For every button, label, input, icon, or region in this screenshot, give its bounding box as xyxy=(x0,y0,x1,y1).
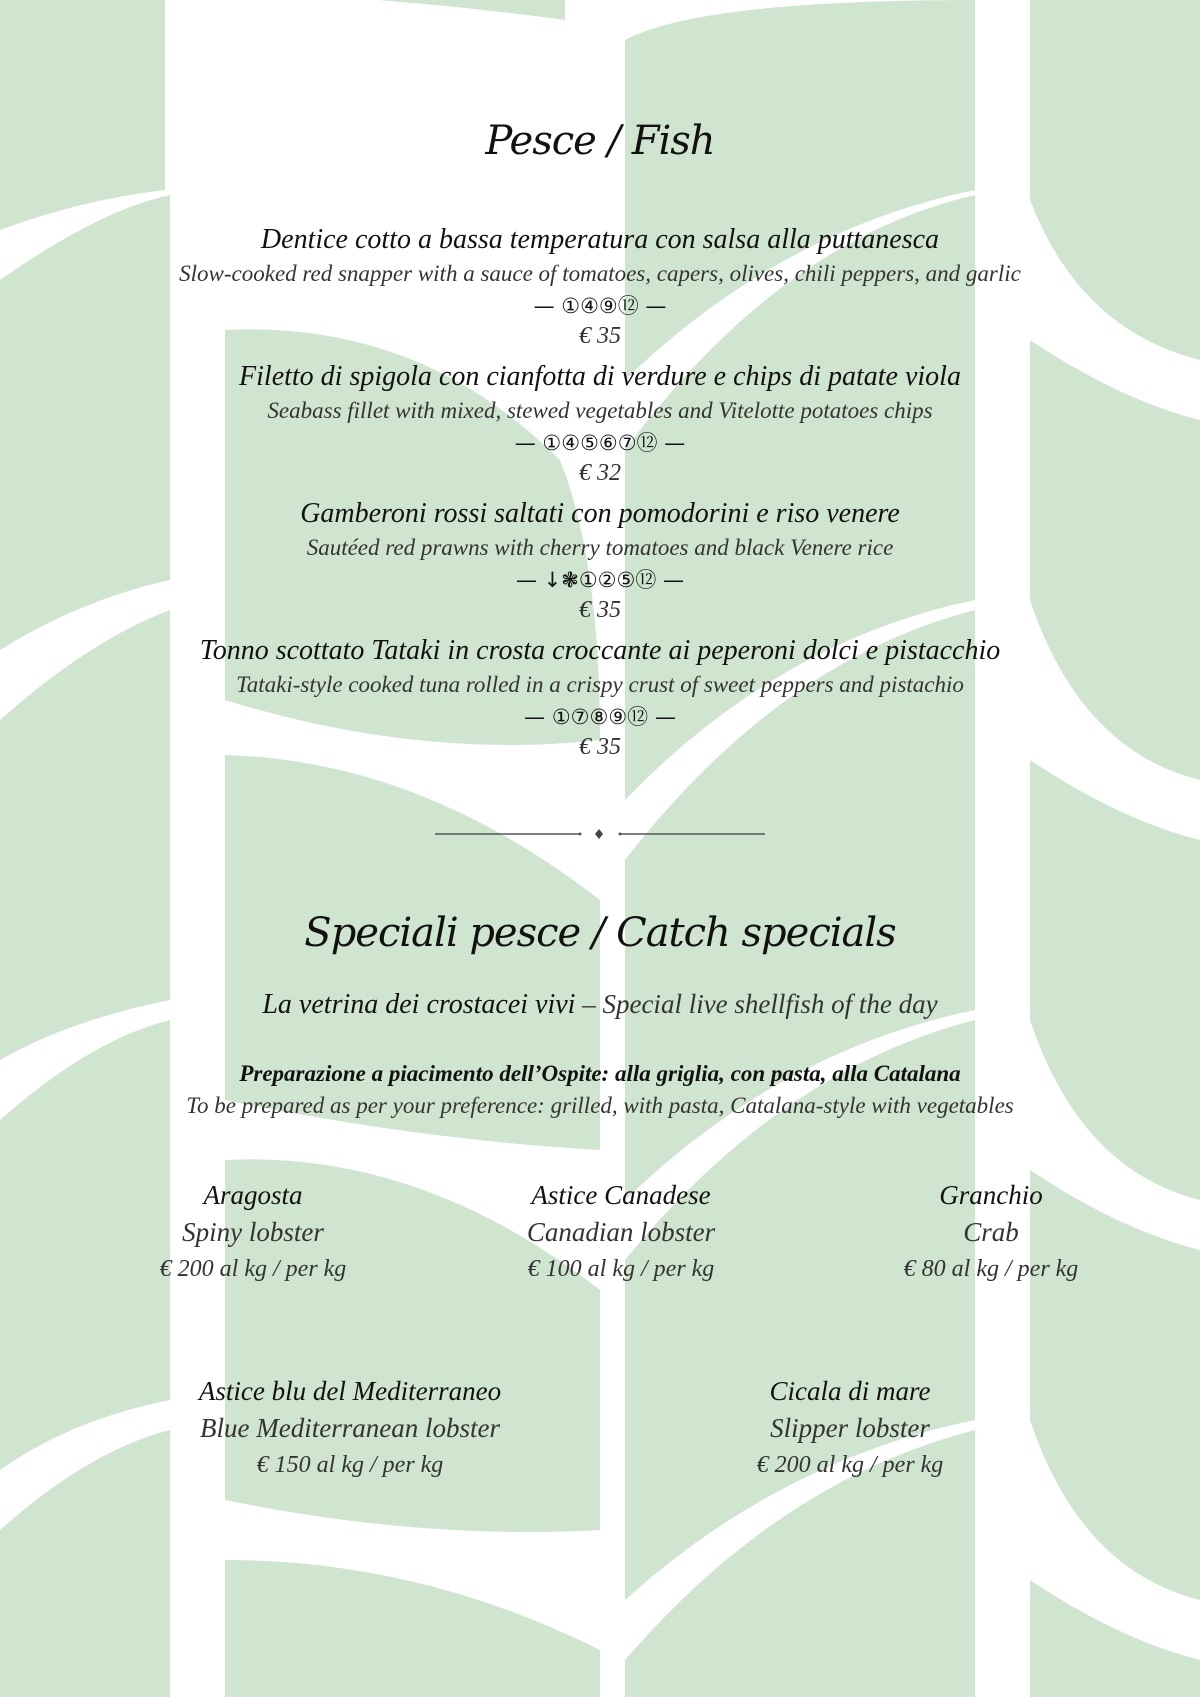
section-title-fish: Pesce / Fish xyxy=(485,118,715,164)
dish-name-it: Gamberoni rossi saltati con pomodorini e riso venere xyxy=(300,498,900,529)
section-title-catch-specials: Speciali pesce / Catch specials xyxy=(304,910,896,956)
prep-it: Preparazione a piacimento dell’Ospite: alla griglia, con pasta, alla Catalana xyxy=(239,1061,961,1086)
intro-it: La vetrina dei crostacei vivi xyxy=(262,989,576,1020)
catch-name-it: Granchio xyxy=(939,1180,1043,1210)
dish-name-en: Sautéed red prawns with cherry tomatoes and black Venere rice xyxy=(306,535,894,560)
dish-name-en: Seabass fillet with mixed, stewed vegetables and Vitelotte potatoes chips xyxy=(267,398,933,423)
catch-item xyxy=(73,1177,433,1287)
dish-price: € 35 xyxy=(579,597,621,623)
dish-price: € 32 xyxy=(579,460,621,486)
dish-name-it: Filetto di spigola con cianfotta di verdure e chips di patate viola xyxy=(239,361,961,392)
catch-price: € 200 al kg / per kg xyxy=(159,1256,347,1282)
dish-name-it: Dentice cotto a bassa temperatura con salsa alla puttanesca xyxy=(260,224,940,255)
dish-name-it: Tonno scottato Tataki in crosta croccante ai peperoni dolci e pistacchio xyxy=(199,635,1001,666)
dish-name-en: Tataki-style cooked tuna rolled in a crispy crust of sweet peppers and pistachio xyxy=(236,672,964,697)
catch-name-it: Astice blu del Mediterraneo xyxy=(198,1376,502,1406)
catch-price: € 80 al kg / per kg xyxy=(903,1256,1079,1282)
catch-price: € 100 al kg / per kg xyxy=(527,1256,715,1282)
prep-en: To be prepared as per your preference: grilled, with pasta, Catalana-style with vegetables xyxy=(186,1093,1014,1118)
dish-item xyxy=(0,223,1200,351)
catch-item xyxy=(441,1177,801,1287)
dish-name-en: Slow-cooked red snapper with a sauce of tomatoes, capers, olives, chili peppers, and garlic xyxy=(179,261,1021,286)
catch-name-it: Aragosta xyxy=(203,1180,303,1210)
catch-name-it: Astice Canadese xyxy=(531,1180,711,1210)
catch-name-en: Slipper lobster xyxy=(770,1413,930,1443)
allergen-icons: — ↓❃①②⑤⑫ — xyxy=(515,568,685,592)
preparation-note xyxy=(0,1058,1200,1122)
catch-item xyxy=(670,1373,1030,1483)
catch-name-en: Canadian lobster xyxy=(526,1217,716,1247)
catch-price: € 200 al kg / per kg xyxy=(756,1452,944,1478)
dish-price: € 35 xyxy=(579,734,621,760)
allergen-icons: — ①④⑨⑫ — xyxy=(533,294,667,318)
catch-name-en: Spiny lobster xyxy=(182,1217,324,1247)
catch-item xyxy=(811,1177,1171,1287)
allergen-icons: — ①⑦⑧⑨⑫ — xyxy=(524,705,676,729)
catch-intro xyxy=(0,987,1200,1022)
catch-name-it: Cicala di mare xyxy=(769,1376,931,1406)
intro-en: – Special live shellfish of the day xyxy=(575,989,938,1019)
dish-item xyxy=(0,360,1200,488)
catch-price: € 150 al kg / per kg xyxy=(256,1452,444,1478)
catch-item xyxy=(170,1373,530,1483)
catch-name-en: Crab xyxy=(963,1217,1019,1247)
allergen-icons: — ①④⑤⑥⑦⑫ — xyxy=(514,431,686,455)
dish-item xyxy=(0,497,1200,625)
catch-name-en: Blue Mediterranean lobster xyxy=(200,1413,500,1443)
ornamental-divider xyxy=(435,828,765,840)
dish-price: € 35 xyxy=(579,323,621,349)
dish-item xyxy=(0,634,1200,762)
